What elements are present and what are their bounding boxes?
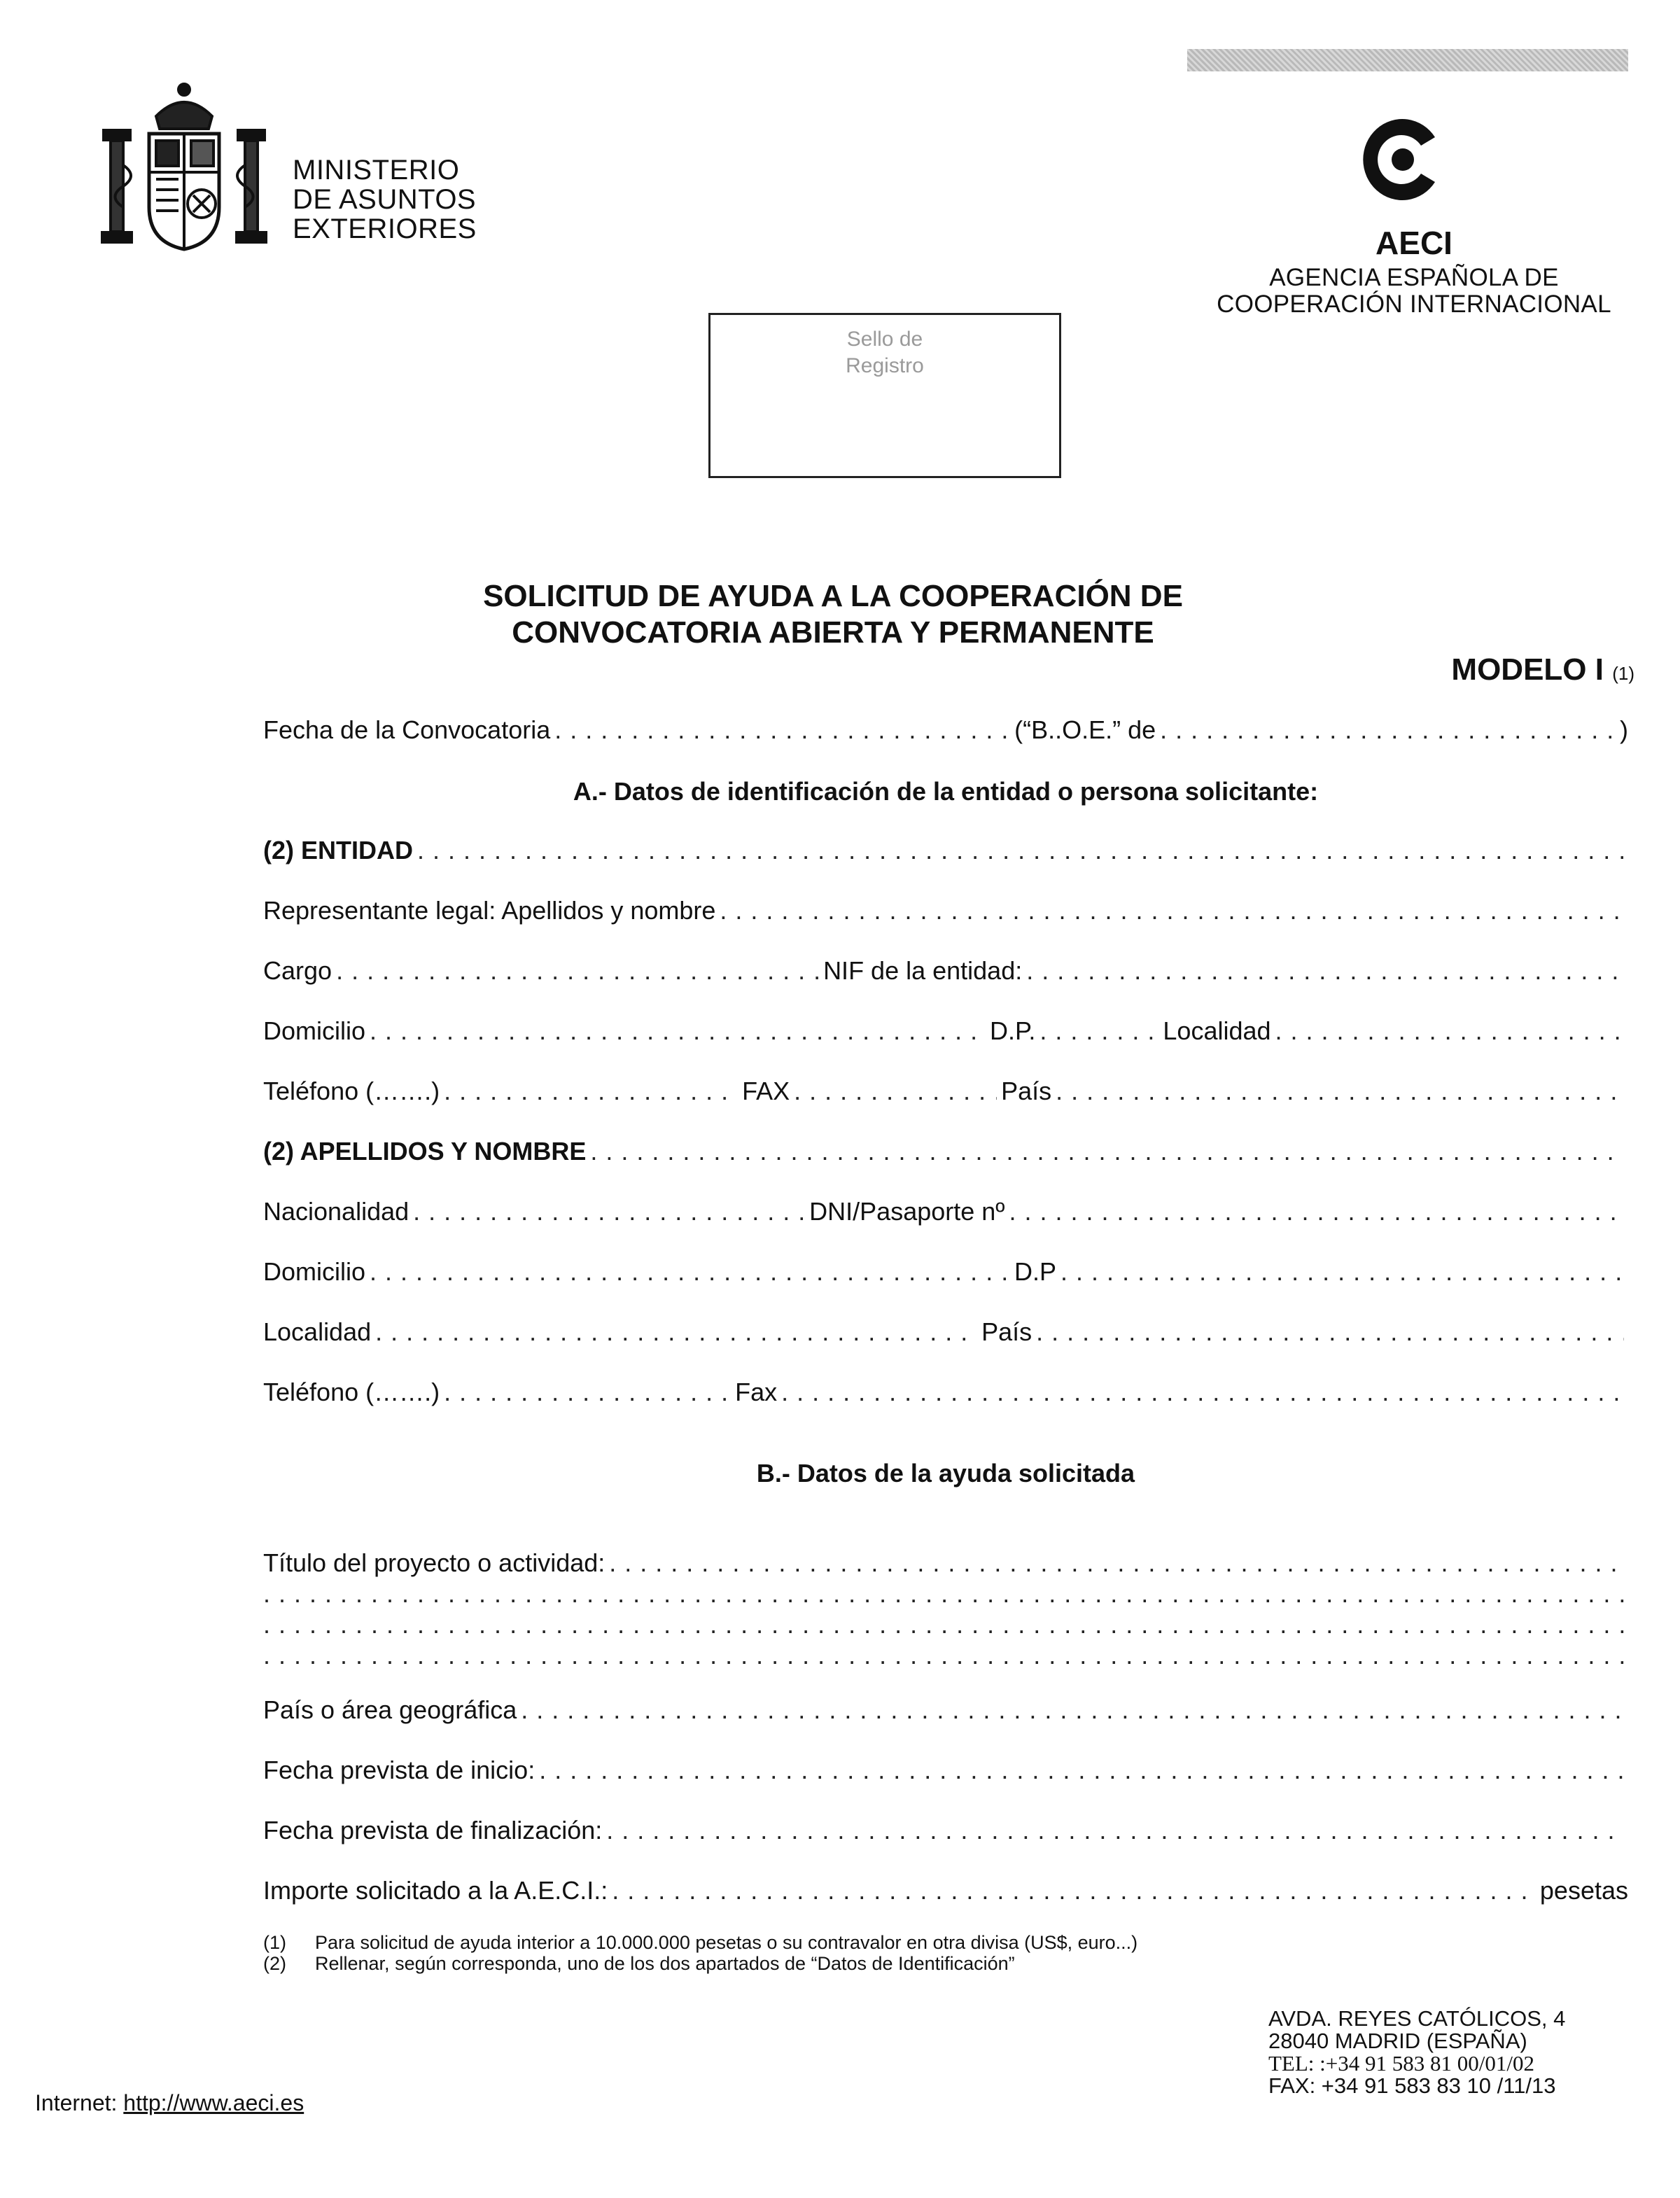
pais2-label: País — [981, 1317, 1032, 1346]
dp2-label: D.P — [1014, 1257, 1057, 1286]
nacionalidad-row — [263, 1197, 1628, 1226]
dni-label: DNI/Pasaporte nº — [809, 1197, 1005, 1226]
website-link[interactable]: http://www.aeci.es — [123, 2090, 304, 2115]
fecha-fin-row — [263, 1816, 1628, 1845]
dp-field[interactable] — [1040, 1016, 1158, 1046]
telefono-row — [263, 1077, 1628, 1106]
agency-full-name — [1190, 265, 1638, 318]
fecha-inicio-label: Fecha prevista de inicio: — [263, 1756, 536, 1784]
fax-field[interactable] — [794, 1077, 997, 1106]
apellidos-row — [263, 1137, 1628, 1166]
pais-area-field[interactable] — [521, 1695, 1624, 1725]
nif-label: NIF de la entidad: — [823, 956, 1023, 985]
domicilio2-field[interactable] — [370, 1257, 1010, 1287]
pais-field[interactable] — [1056, 1077, 1624, 1106]
titulo-continuation-1 — [263, 1579, 1628, 1609]
apellidos-field[interactable] — [590, 1137, 1624, 1166]
domicilio-field[interactable] — [370, 1016, 986, 1046]
stamp-line-2: Registro — [846, 354, 924, 377]
telefono-label: Teléfono (…….) — [263, 1077, 440, 1105]
footnote-2-number: (2) — [263, 1953, 286, 1974]
titulo-continuation-3 — [263, 1641, 1628, 1670]
internet-info — [35, 2090, 304, 2116]
apellidos-label: (2) APELLIDOS Y NOMBRE — [263, 1137, 587, 1166]
cargo-label: Cargo — [263, 956, 332, 985]
telefono2-row — [263, 1378, 1628, 1407]
entidad-row — [263, 836, 1628, 865]
nacionalidad-field[interactable] — [413, 1197, 805, 1226]
boe-label: (“B..O.E.” de — [1014, 715, 1156, 744]
footnotes — [263, 1932, 1628, 1974]
importe-label: Importe solicitado a la A.E.C.I.: — [263, 1876, 608, 1905]
localidad-label: Localidad — [1163, 1016, 1271, 1045]
cargo-row — [263, 956, 1628, 986]
fax2-label: Fax — [735, 1378, 778, 1406]
titulo-field-line-2[interactable] — [263, 1579, 1624, 1609]
localidad2-row — [263, 1317, 1628, 1347]
boe-close: ) — [1620, 715, 1628, 744]
titulo-field-line-3[interactable] — [263, 1610, 1624, 1639]
convocatoria-date-field[interactable] — [554, 715, 1010, 745]
header-gray-bar — [1187, 49, 1628, 71]
nacionalidad-label: Nacionalidad — [263, 1197, 410, 1226]
localidad2-label: Localidad — [263, 1317, 372, 1346]
registry-stamp-box — [708, 313, 1061, 478]
importe-row — [263, 1876, 1628, 1905]
agency-full-line-1: AGENCIA ESPAÑOLA DE — [1269, 264, 1559, 291]
pais-area-row — [263, 1695, 1628, 1725]
fax-numbers: FAX: +34 91 583 83 10 /11/13 — [1268, 2073, 1556, 2098]
fecha-inicio-row — [263, 1756, 1628, 1785]
footnote-1-text: Para solicitud de ayuda interior a 10.000.000 pesetas o su contravalor en otra divisa (US$, euro...) — [315, 1932, 1138, 1953]
aeci-logo-icon — [1357, 112, 1448, 207]
ministry-name — [293, 155, 477, 244]
boe-date-field[interactable] — [1160, 715, 1616, 745]
footnote-2 — [263, 1953, 1628, 1974]
footnote-2-text: Rellenar, según corresponda, uno de los dos apartados de “Datos de Identificación” — [315, 1953, 1015, 1974]
postal-address — [1268, 2008, 1565, 2097]
titulo-field-line-4[interactable] — [263, 1641, 1624, 1670]
localidad2-field[interactable] — [375, 1317, 977, 1347]
dp2-field[interactable] — [1060, 1257, 1624, 1287]
nif-field[interactable] — [1026, 956, 1624, 986]
ministry-line-1: MINISTERIO — [293, 155, 460, 186]
address-line-2: 28040 MADRID (ESPAÑA) — [1268, 2029, 1527, 2053]
domicilio2-row — [263, 1257, 1628, 1287]
form-title — [392, 578, 1274, 651]
pesetas-label: pesetas — [1539, 1876, 1628, 1905]
domicilio-row — [263, 1016, 1628, 1046]
entidad-label: (2) ENTIDAD — [263, 836, 413, 864]
stamp-line-1: Sello de — [846, 328, 923, 351]
footnote-1-number: (1) — [263, 1932, 286, 1953]
titulo-label: Título del proyecto o actividad: — [263, 1548, 606, 1577]
telefono-field[interactable] — [444, 1077, 738, 1106]
model-name: MODELO I — [1451, 652, 1604, 687]
internet-label: Internet: — [35, 2090, 118, 2115]
pais-label: País — [1001, 1077, 1052, 1105]
model-note: (1) — [1612, 663, 1634, 684]
telefono2-label: Teléfono (…….) — [263, 1378, 440, 1406]
titulo-field[interactable] — [609, 1548, 1624, 1578]
address-line-1: AVDA. REYES CATÓLICOS, 4 — [1268, 2006, 1566, 2031]
dp-label: D.P. — [990, 1016, 1036, 1045]
pais-area-label: País o área geográfica — [263, 1695, 517, 1724]
ministry-line-3: EXTERIORES — [293, 214, 477, 244]
fax2-field[interactable] — [781, 1378, 1624, 1407]
entidad-field[interactable] — [417, 836, 1624, 865]
footnote-1 — [263, 1932, 1628, 1953]
phone-numbers: TEL: :+34 91 583 81 00/01/02 — [1268, 2051, 1534, 2076]
pais2-field[interactable] — [1036, 1317, 1624, 1347]
spain-coat-of-arms-icon — [90, 74, 279, 263]
titulo-row — [263, 1548, 1628, 1578]
form-title-line-2: CONVOCATORIA ABIERTA Y PERMANENTE — [512, 615, 1154, 650]
localidad-field[interactable] — [1275, 1016, 1624, 1046]
fecha-fin-label: Fecha prevista de finalización: — [263, 1816, 603, 1844]
section-b-heading: B.- Datos de la ayuda solicitada — [756, 1459, 1135, 1488]
fax-label: FAX — [742, 1077, 790, 1105]
representante-label: Representante legal: Apellidos y nombre — [263, 896, 716, 925]
model-label — [1316, 652, 1634, 687]
agency-full-line-2: COOPERACIÓN INTERNACIONAL — [1217, 290, 1611, 318]
agency-acronym: AECI — [1376, 225, 1452, 261]
fecha-fin-field[interactable] — [606, 1816, 1624, 1845]
fecha-inicio-field[interactable] — [539, 1756, 1624, 1785]
titulo-continuation-2 — [263, 1610, 1628, 1639]
form-title-line-1: SOLICITUD DE AYUDA A LA COOPERACIÓN DE — [483, 579, 1183, 613]
convocatoria-date-label: Fecha de la Convocatoria — [263, 715, 551, 744]
domicilio2-label: Domicilio — [263, 1257, 366, 1286]
section-a-heading: A.- Datos de identificación de la entidad o persona solicitante: — [573, 777, 1319, 806]
representante-row — [263, 896, 1628, 925]
importe-field[interactable] — [612, 1876, 1536, 1905]
telefono2-field[interactable] — [444, 1378, 731, 1407]
ministry-line-2: DE ASUNTOS — [293, 184, 477, 215]
domicilio-label: Domicilio — [263, 1016, 366, 1045]
convocatoria-row — [263, 715, 1628, 745]
cargo-field[interactable] — [336, 956, 819, 986]
dni-field[interactable] — [1009, 1197, 1624, 1226]
representante-field[interactable] — [720, 896, 1624, 925]
